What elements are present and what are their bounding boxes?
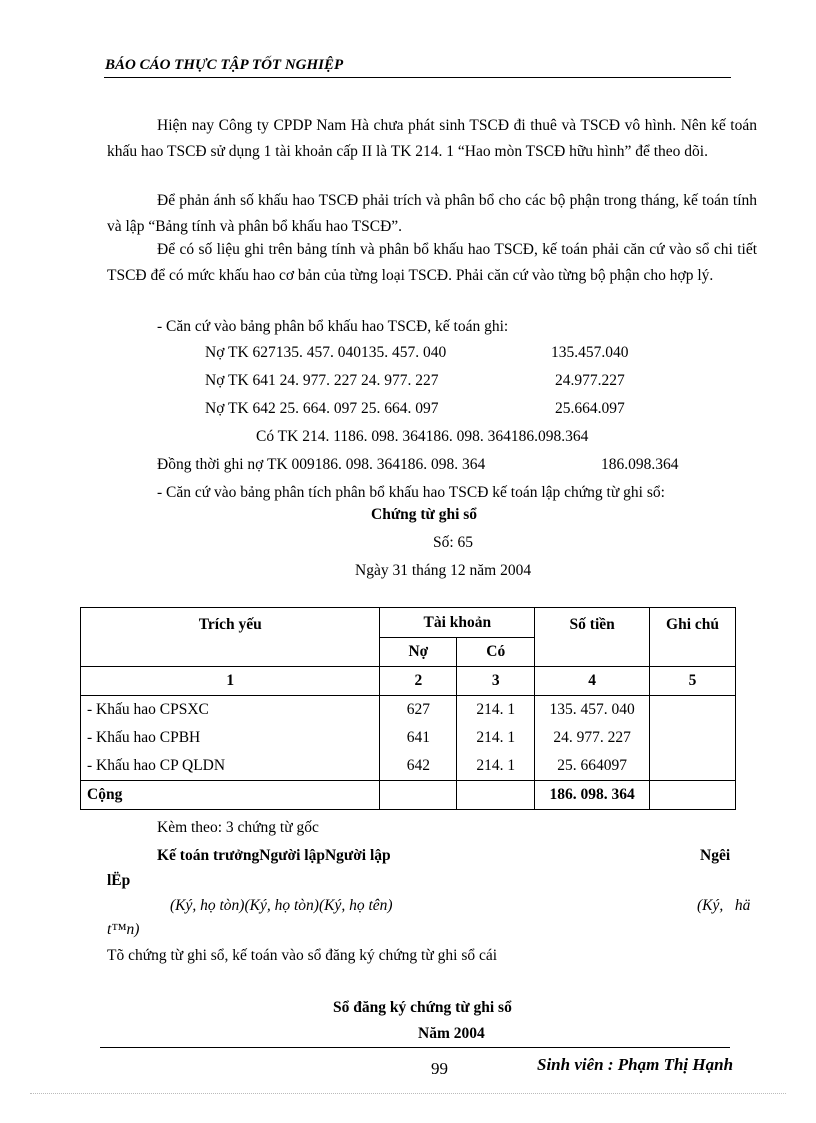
signature-hint-right: (Ký, hä [697, 897, 751, 914]
row-desc: - Khấu hao CPBH [81, 724, 380, 752]
signature-hint-wrap: t™n) [107, 921, 140, 938]
voucher-intro: - Căn cứ vào bảng phân tích phân bổ khấu hao TSCĐ kế toán lập chứng từ ghi sổ: [157, 484, 665, 501]
total-label: Cộng [81, 781, 380, 810]
header-divider [104, 77, 731, 78]
paragraph-3: Để có số liệu ghi trên bảng tính và phân bổ khấu hao TSCĐ, kế toán phải căn cứ vào sổ chi tiết TSCĐ để có mức khấu hao cơ bản của từng loại TSCĐ. Phải căn cứ vào từng bộ phận cho hợp lý. [107, 241, 757, 284]
credit-entry: Có TK 214. 1186. 098. 364186. 098. 364186.098.364 [256, 428, 589, 445]
table-row [81, 696, 736, 725]
entry-line-3: Nợ TK 642 25. 664. 097 25. 664. 097 [205, 400, 439, 417]
table-total-row [81, 781, 736, 810]
row-note [650, 696, 736, 725]
page-number: 99 [431, 1059, 448, 1078]
row-debit: 627 [380, 696, 457, 725]
student-name: Sinh viên : Phạm Thị Hạnh [537, 1055, 734, 1074]
total-empty-credit [457, 781, 535, 810]
row-amount: 25. 664097 [535, 752, 650, 781]
paragraph-2: Để phản ánh số khấu hao TSCĐ phải trích và phân bổ cho các bộ phận trong tháng, kế toán tính và lập “Bảng tính và phân bổ khấu hao TSCĐ”. [107, 192, 757, 235]
signature-role-wrap: lËp [107, 872, 131, 889]
col-header-debit: Nợ [380, 638, 457, 667]
total-amount: 186. 098. 364 [535, 781, 650, 810]
paragraph-1: Hiện nay Công ty CPDP Nam Hà chưa phát sinh TSCĐ đi thuê và TSCĐ vô hình. Nên kế toán khấu hao TSCĐ sử dụng 1 tài khoản cấp II là TK 214. 1 “Hao mòn TSCĐ hữu hình” để theo dõi. [107, 117, 757, 160]
row-credit: 214. 1 [457, 696, 535, 725]
row-desc: - Khấu hao CPSXC [81, 696, 380, 725]
row-debit: 641 [380, 724, 457, 752]
col-header-account: Tài khoản [380, 608, 535, 638]
voucher-number: Số: 65 [433, 534, 474, 551]
closing-line: Tõ chứng từ ghi sổ, kế toán vào sổ đăng ký chứng từ ghi sổ cái [107, 947, 498, 964]
voucher-date: Ngày 31 tháng 12 năm 2004 [355, 562, 532, 579]
col-header-credit: Có [457, 638, 535, 667]
signature-role-right: Ngêi [700, 847, 731, 864]
index-cell-5: 5 [650, 667, 736, 696]
footer-divider [100, 1047, 730, 1048]
col-header-amount: Số tiền [535, 608, 650, 667]
concurrent-entry: Đồng thời ghi nợ TK 009186. 098. 364186. 098. 364 [157, 456, 486, 473]
register-year: Năm 2004 [418, 1025, 485, 1042]
index-cell-1: 1 [81, 667, 380, 696]
entry-line-1: Nợ TK 627135. 457. 040135. 457. 040 [205, 344, 447, 361]
index-cell-4: 4 [535, 667, 650, 696]
row-desc: - Khấu hao CP QLDN [81, 752, 380, 781]
entry-amount-3: 25.664.097 [555, 400, 625, 417]
signature-roles: Kế toán trưởngNgười lậpNgười lập [157, 847, 391, 864]
col-header-note: Ghi chú [650, 608, 736, 667]
entry-line-2: Nợ TK 641 24. 977. 227 24. 977. 227 [205, 372, 439, 389]
report-header-title: BÁO CÁO THỰC TẬP TỐT NGHIỆP [105, 57, 344, 73]
entry-amount-2: 24.977.227 [555, 372, 625, 389]
row-debit: 642 [380, 752, 457, 781]
table-row [81, 752, 736, 781]
concurrent-amount: 186.098.364 [601, 456, 679, 473]
voucher-table [80, 607, 736, 810]
attachment-note: Kèm theo: 3 chứng từ gốc [157, 819, 319, 836]
index-cell-3: 3 [457, 667, 535, 696]
row-amount: 135. 457. 040 [535, 696, 650, 725]
total-empty-debit [380, 781, 457, 810]
page-bottom-edge [30, 1093, 786, 1094]
entry-amount-1: 135.457.040 [551, 344, 629, 361]
row-credit: 214. 1 [457, 724, 535, 752]
row-credit: 214. 1 [457, 752, 535, 781]
col-header-desc: Trích yếu [81, 608, 380, 667]
signature-hint: (Ký, họ tòn)(Ký, họ tòn)(Ký, họ tên) [170, 897, 393, 914]
index-cell-2: 2 [380, 667, 457, 696]
total-empty-note [650, 781, 736, 810]
table-row [81, 724, 736, 752]
row-note [650, 752, 736, 781]
row-note [650, 724, 736, 752]
row-amount: 24. 977. 227 [535, 724, 650, 752]
voucher-title: Chứng từ ghi sổ [371, 506, 478, 523]
entries-intro: - Căn cứ vào bảng phân bổ khấu hao TSCĐ, kế toán ghi: [157, 318, 509, 335]
register-title: Sổ đăng ký chứng từ ghi sổ [333, 999, 512, 1016]
